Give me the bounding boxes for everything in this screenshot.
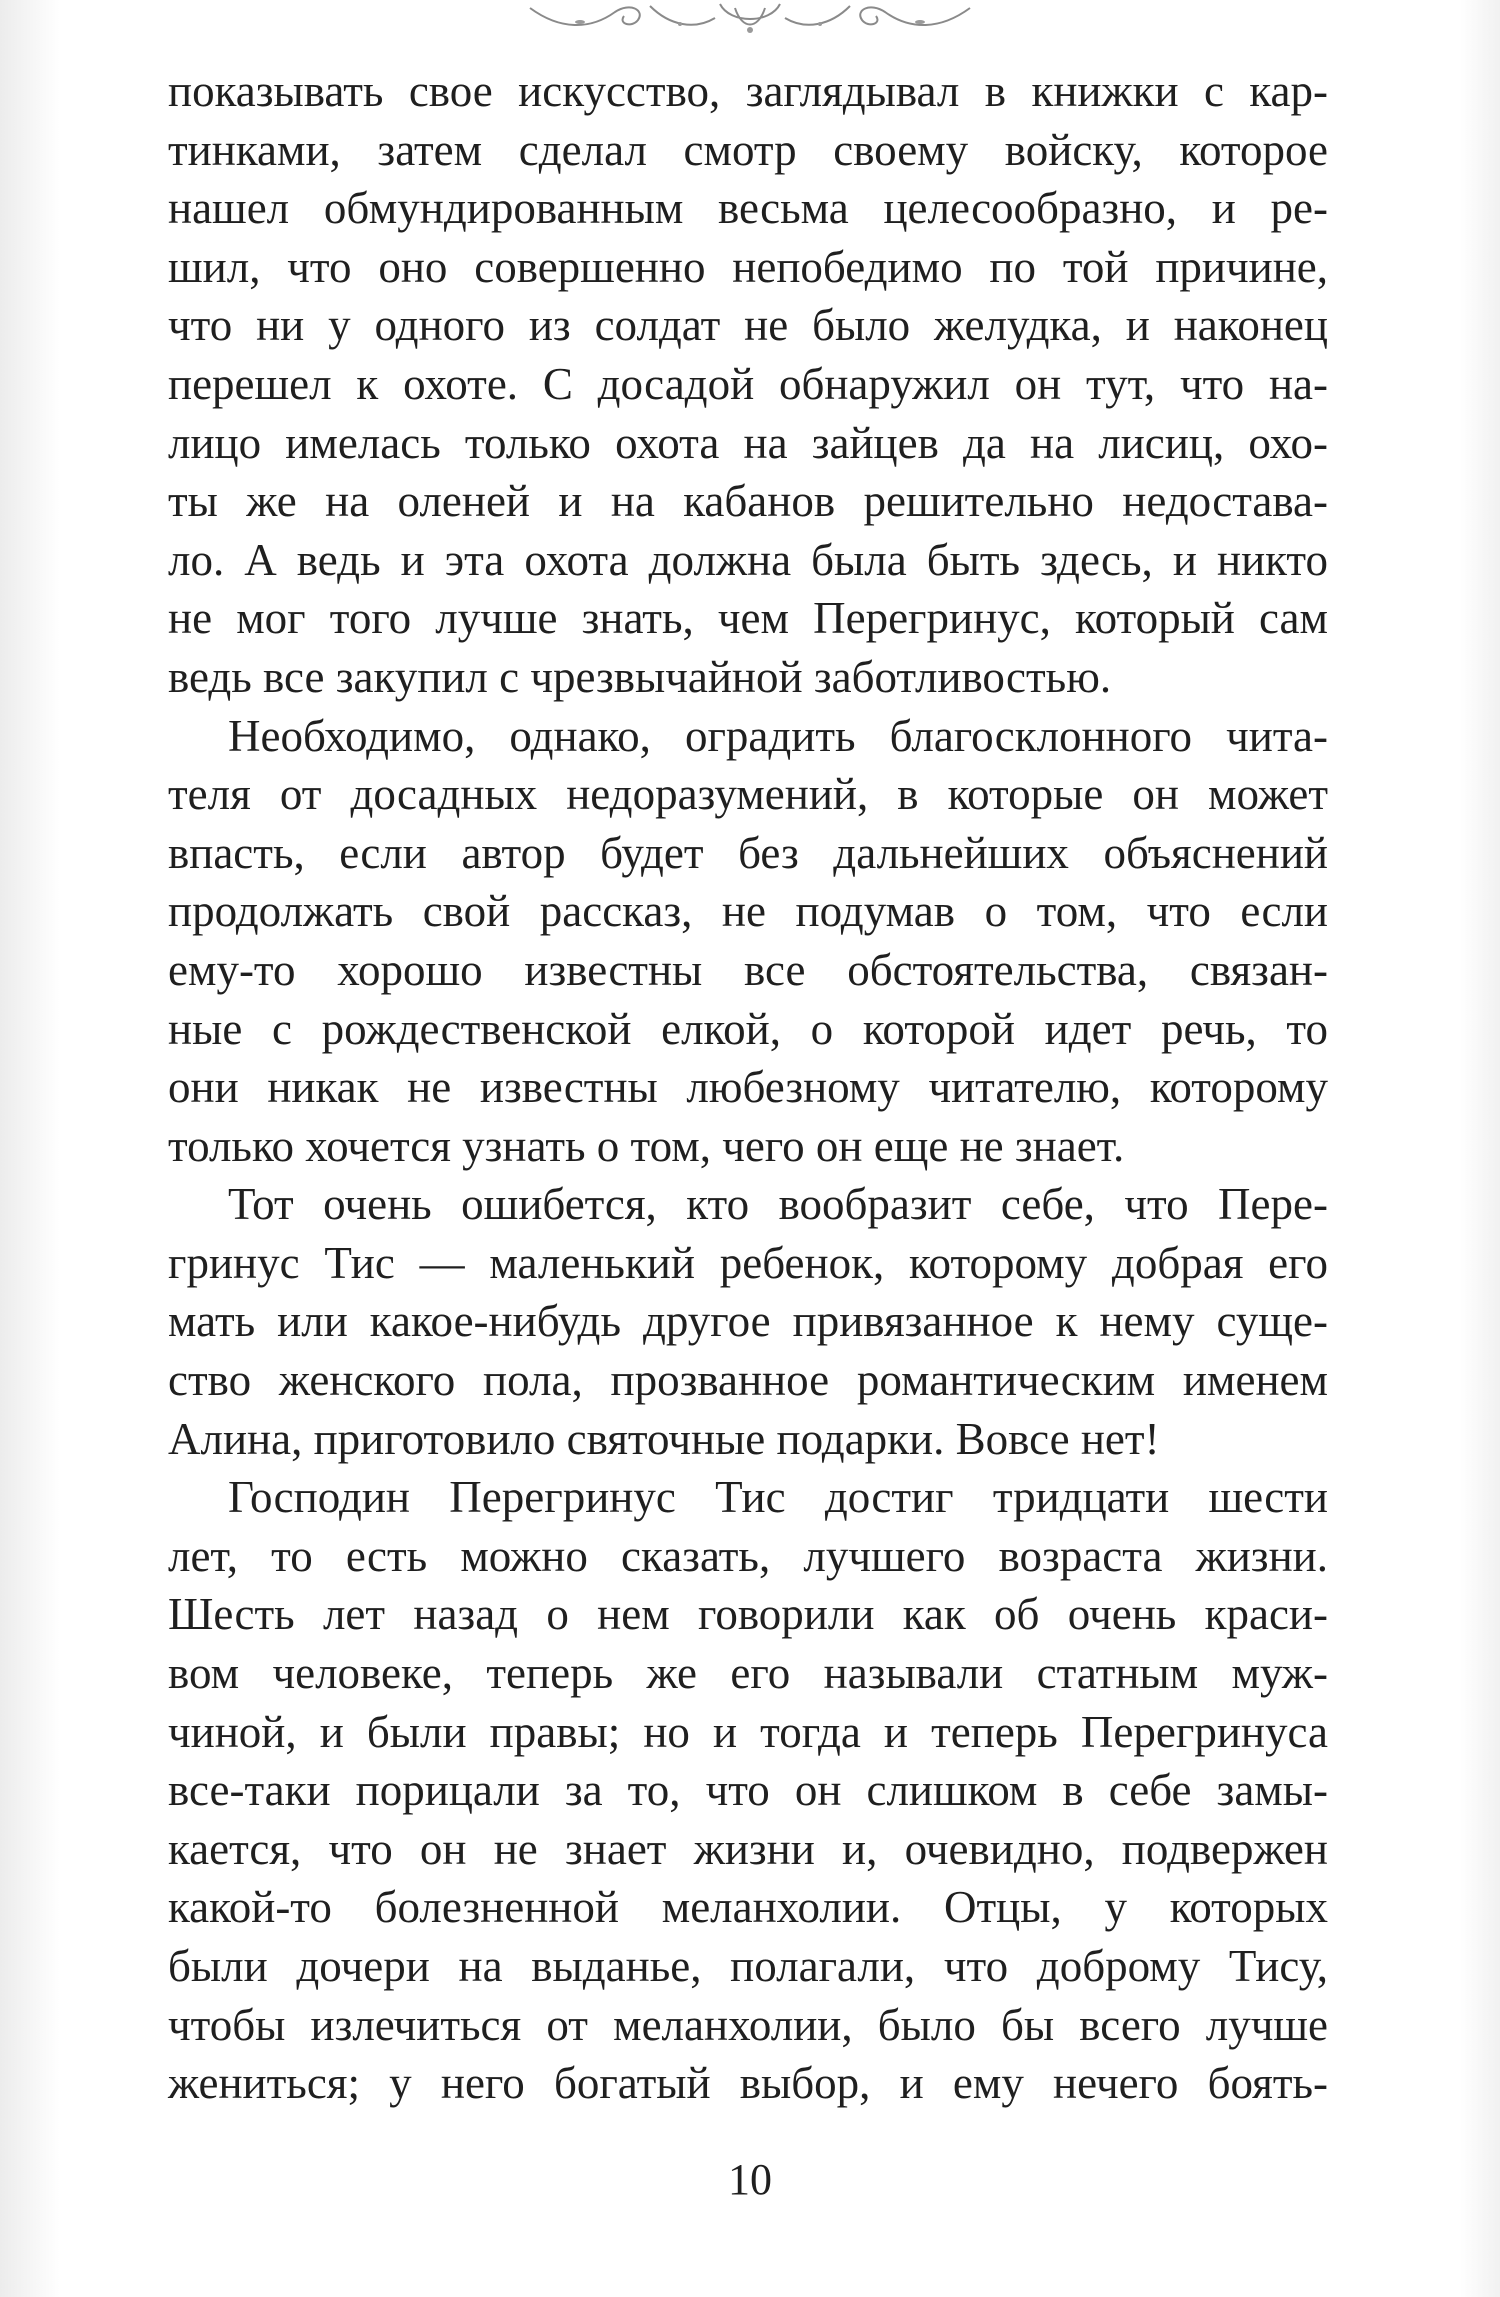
text-line: ты же на оленей и на кабанов решительно недостава- bbox=[168, 476, 1328, 527]
text-line: лет, то есть можно сказать, лучшего возраста жизни. bbox=[168, 1530, 1328, 1581]
text-line: ведь все закупил с чрезвычайной заботливостью. bbox=[168, 651, 1112, 702]
text-line: Алина, приготовило святочные подарки. Вовсе нет! bbox=[168, 1413, 1160, 1464]
text-line: ло. А ведь и эта охота должна была быть здесь, и никто bbox=[168, 534, 1328, 585]
text-line: вом человеке, теперь же его называли статным муж- bbox=[168, 1648, 1328, 1699]
text-line: были дочери на выданье, полагали, что доброму Тису, bbox=[168, 1941, 1328, 1991]
text-line: чиной, и были правы; но и тогда и теперь Перегринуса bbox=[168, 1706, 1328, 1757]
text-line: впасть, если автор будет без дальнейших объяснений bbox=[168, 827, 1328, 878]
decorative-ornament-icon bbox=[520, 0, 980, 42]
text-line: Необходимо, однако, оградить благосклонного чита- bbox=[228, 710, 1328, 761]
text-line: гринус Тис — маленький ребенок, которому добрая его bbox=[168, 1237, 1328, 1288]
text-line: Господин Перегринус Тис достиг тридцати шести bbox=[228, 1472, 1328, 1523]
text-line: теля от досадных недоразумений, в которые он может bbox=[168, 769, 1328, 820]
page-number: 10 bbox=[728, 2155, 772, 2204]
book-page-text bbox=[168, 62, 1328, 2113]
text-line: продолжать свой рассказ, не подумав о том, что если bbox=[168, 886, 1328, 937]
text-line: ство женского пола, прозванное романтическим именем bbox=[168, 1355, 1328, 1406]
text-line: только хочется узнать о том, чего он еще не знает. bbox=[168, 1120, 1125, 1171]
text-line: мать или какое-нибудь другое привязанное к нему суще- bbox=[168, 1296, 1328, 1347]
page-edge-shadow-right bbox=[1460, 0, 1500, 2297]
text-line: все-таки порицали за то, что он слишком в себе замы- bbox=[168, 1765, 1328, 1816]
text-line: жениться; у него богатый выбор, и ему нечего боять- bbox=[168, 2058, 1328, 2109]
text-line: кается, что он не знает жизни и, очевидно, подвержен bbox=[168, 1823, 1328, 1874]
text-line: ные с рождественской елкой, о которой идет речь, то bbox=[168, 1003, 1328, 1054]
text-line: Шесть лет назад о нем говорили как об очень краси- bbox=[168, 1589, 1328, 1640]
text-line: они никак не известны любезному читателю, которому bbox=[168, 1062, 1328, 1113]
text-line: какой-то болезненной меланхолии. Отцы, у которых bbox=[168, 1882, 1328, 1933]
text-line: перешел к охоте. С досадой обнаружил он тут, что на- bbox=[168, 358, 1328, 409]
text-line: нашел обмундированным весьма целесообразно, и ре- bbox=[168, 183, 1328, 234]
text-line: шил, что оно совершенно непобедимо по той причине, bbox=[168, 241, 1328, 292]
text-line: чтобы излечиться от меланхолии, было бы всего лучше bbox=[168, 1999, 1328, 2050]
text-line: тинками, затем сделал смотр своему войску, которое bbox=[168, 124, 1328, 175]
text-line: Тот очень ошибется, кто вообразит себе, что Пере- bbox=[228, 1179, 1328, 1230]
text-line: не мог того лучше знать, чем Перегринус, который сам bbox=[168, 593, 1328, 644]
text-line: ему-то хорошо известны все обстоятельства, связан- bbox=[168, 944, 1328, 995]
text-line: лицо имелась только охота на зайцев да на лисиц, охо- bbox=[168, 417, 1328, 468]
text-line: что ни у одного из солдат не было желудка, и наконец bbox=[168, 300, 1328, 351]
page-edge-shadow-left bbox=[0, 0, 60, 2297]
text-line: показывать свое искусство, заглядывал в книжки с кар- bbox=[168, 66, 1328, 116]
